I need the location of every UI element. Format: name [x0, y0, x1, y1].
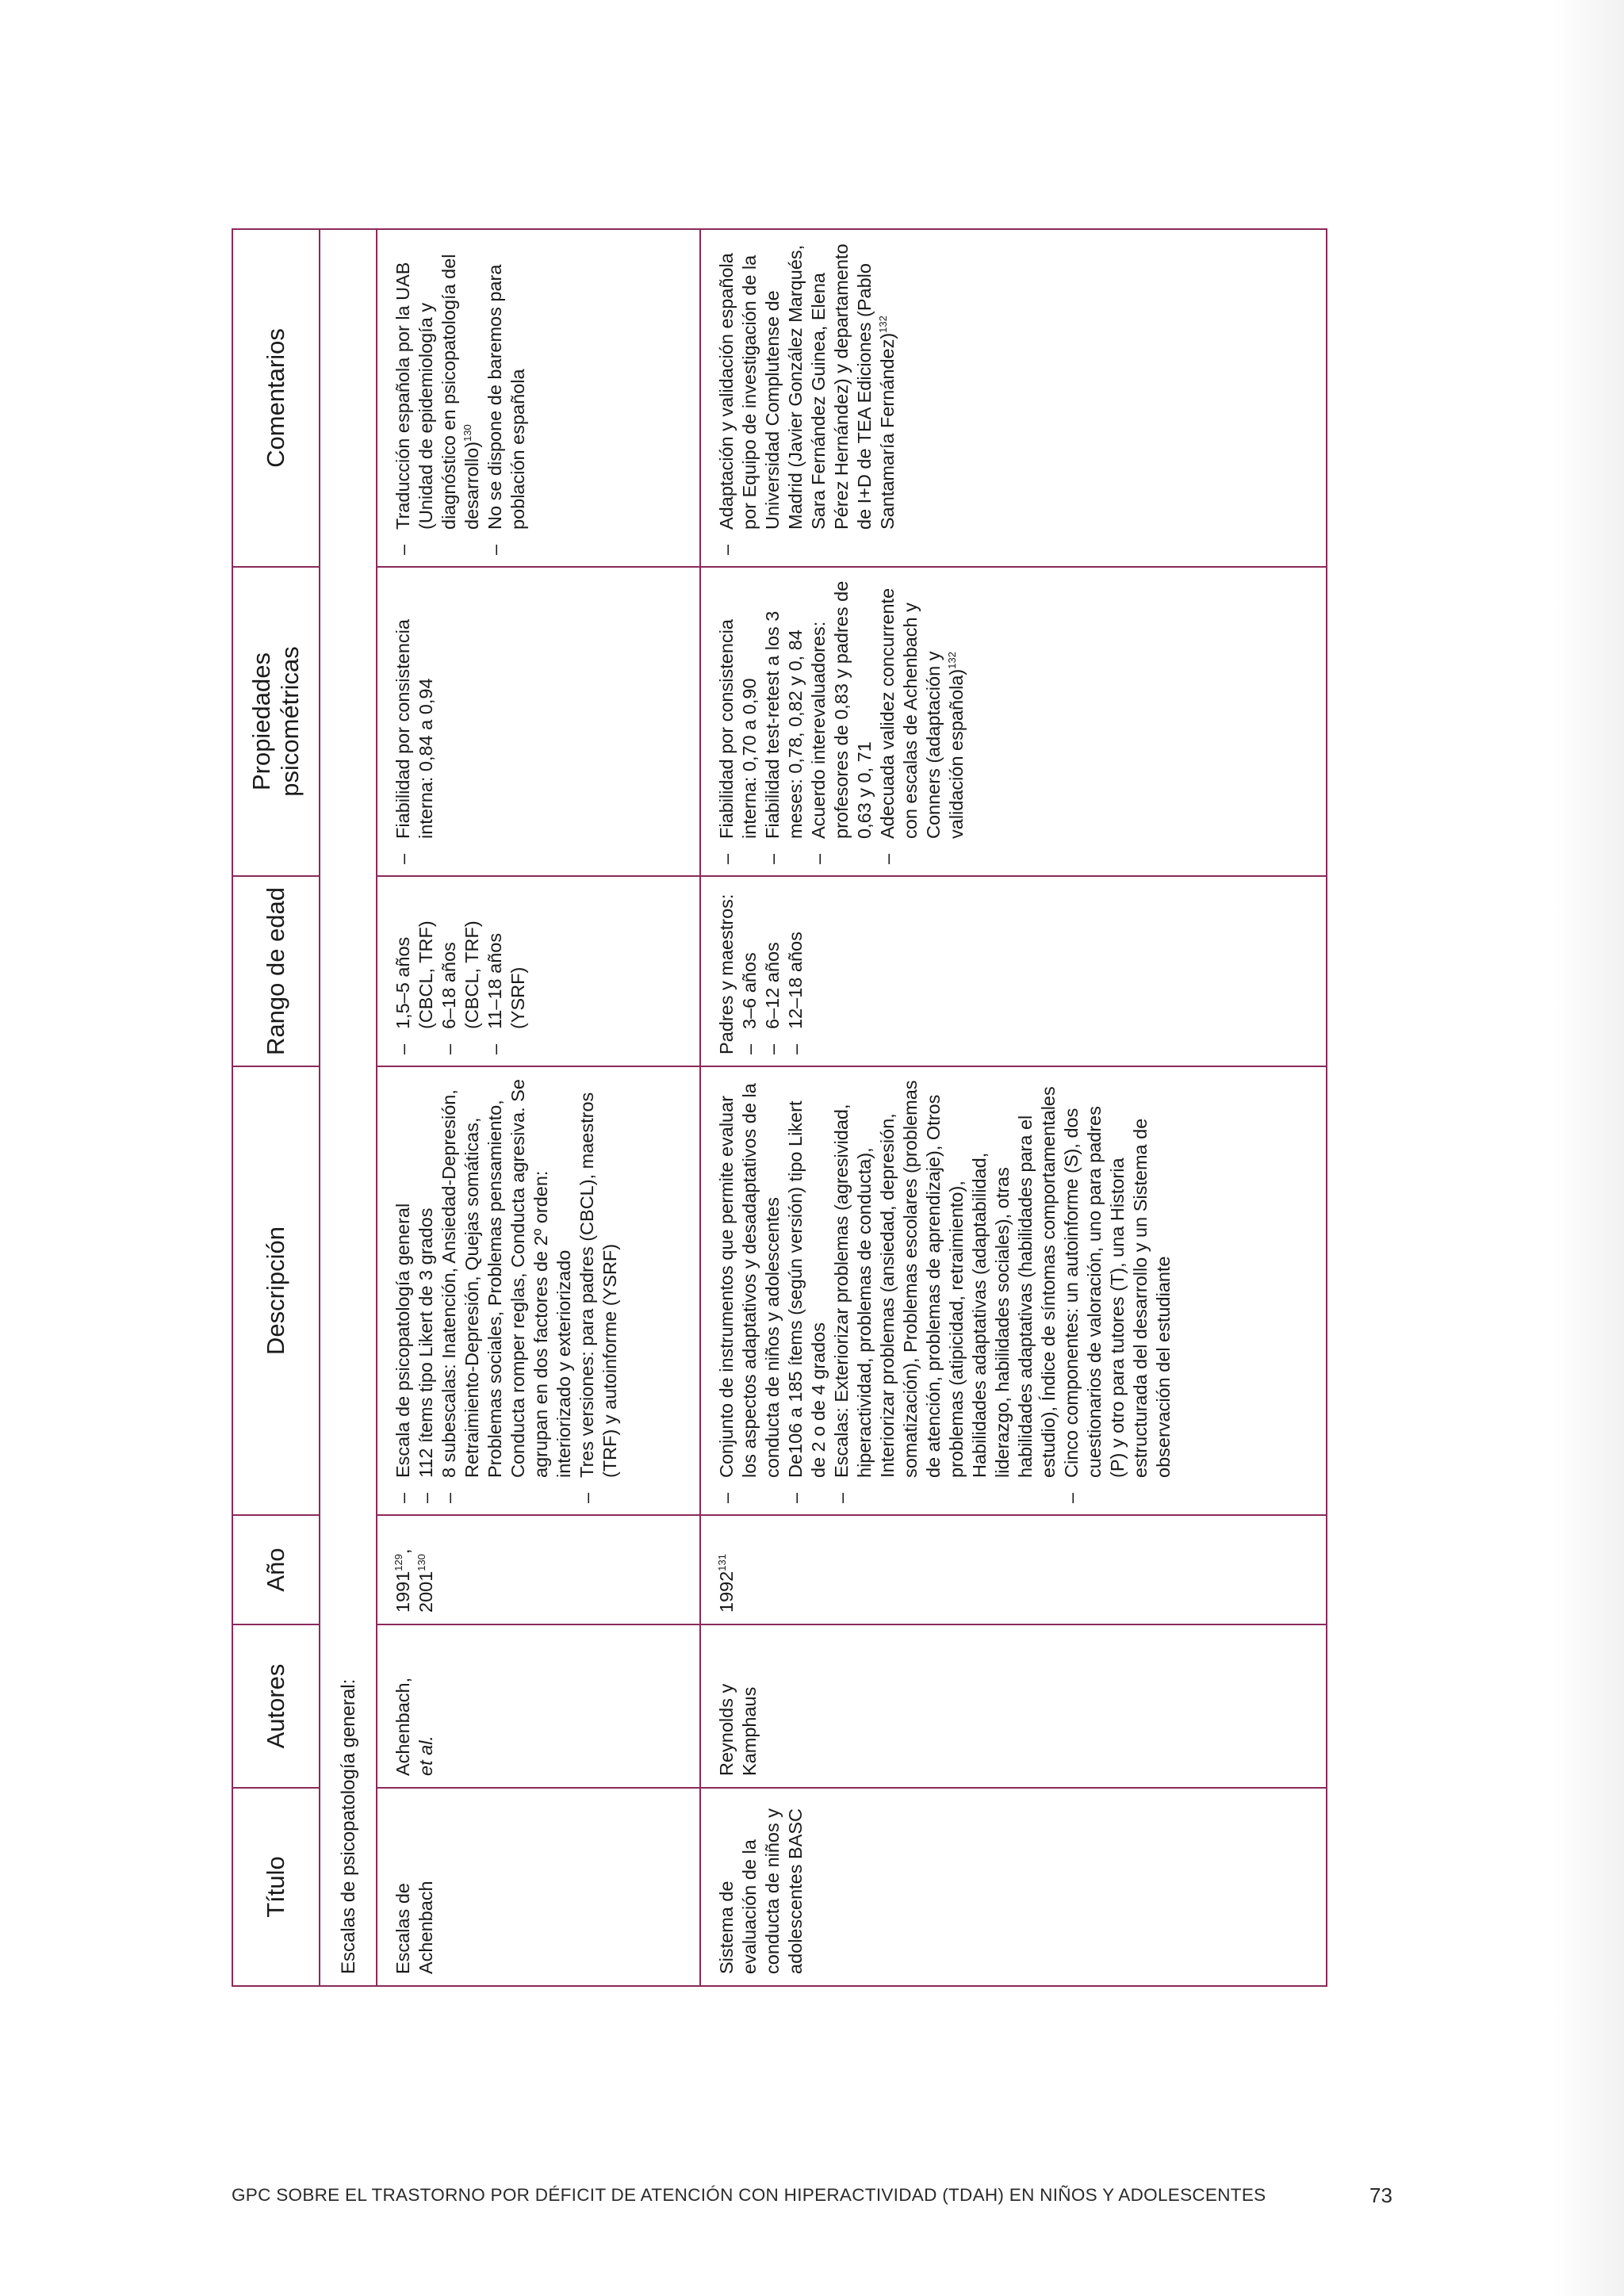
- list-item: [876, 579, 968, 864]
- table-row: [700, 229, 1327, 1986]
- reference-superscript: 132: [877, 316, 890, 333]
- cell-autores: [377, 1624, 700, 1788]
- autores-text: Achenbach,: [393, 1677, 413, 1776]
- list-item: [715, 241, 899, 555]
- cell-autores: Reynolds y Kamphaus: [700, 1624, 1327, 1788]
- list-item: – 3–6 años: [738, 888, 761, 1054]
- autores-et-al: et al.: [416, 1735, 436, 1776]
- list-item: – Escala de psicopatología general: [392, 1078, 415, 1503]
- anio-value: 2001: [416, 1571, 436, 1613]
- section-label: Escalas de psicopatología general:: [320, 229, 377, 1986]
- list-item: – Fiabilidad por consistencia interna: 0,84 a 0,94: [392, 579, 438, 864]
- list-item: – Conjunto de instrumentos que permite evaluar los aspectos adaptativos y desadaptativos de la conducta de niños y adolescentes: [715, 1078, 784, 1503]
- reference-superscript: 131: [716, 1554, 729, 1571]
- page-edge-shadow: [1553, 0, 1624, 2296]
- list-item: [392, 241, 484, 555]
- header-propiedades: Propiedades psicométricas: [232, 567, 320, 876]
- cell-rango: [700, 876, 1327, 1066]
- list-item: – Fiabilidad test-retest a los 3 meses: 0,78, 0,82 y 0, 84: [761, 579, 807, 864]
- list-item: – 6–12 años: [761, 888, 784, 1054]
- cell-descripcion: [377, 1066, 700, 1515]
- cell-propiedades: [700, 567, 1327, 876]
- reference-superscript: 129: [393, 1554, 405, 1571]
- cell-rango: [377, 876, 700, 1066]
- cell-anio: [377, 1515, 700, 1624]
- reference-superscript: 130: [462, 424, 474, 442]
- rango-intro: Padres y maestros:: [716, 894, 737, 1054]
- reference-superscript: 132: [946, 652, 959, 669]
- table-header-row: [232, 229, 320, 1986]
- list-item: – Tres versiones: para padres (CBCL), maestros (TRF) y autoinforme (YSRF): [576, 1078, 622, 1503]
- table-row: [377, 229, 700, 1986]
- cell-anio: [700, 1515, 1327, 1624]
- list-item: – Cinco componentes: un autoinforme (S), dos cuestionarios de valoración, uno para padres (P) y otro para tutores (T), una Historia estructurada del desarrollo y un Sistema de observación del estudiante: [1060, 1078, 1175, 1503]
- list-item: – 6–18 años (CBCL, TRF): [438, 888, 484, 1054]
- header-rango: Rango de edad: [232, 876, 320, 1066]
- anio-value: 1992: [716, 1571, 737, 1613]
- anio-separator: ,: [393, 1548, 413, 1555]
- cell-comentarios: [700, 229, 1327, 567]
- cell-titulo: Sistema de evaluación de la conducta de niños y adolescentes BASC: [700, 1788, 1327, 1986]
- header-descripcion: Descripción: [232, 1066, 320, 1515]
- header-titulo: Título: [232, 1788, 320, 1986]
- anio-value: 1991: [393, 1571, 413, 1613]
- rotated-table-container: [232, 230, 1327, 1987]
- header-autores: Autores: [232, 1624, 320, 1788]
- list-item: – 1,5–5 años (CBCL, TRF): [392, 888, 438, 1054]
- list-item: – Escalas: Exteriorizar problemas (agresividad, hiperactividad, problemas de conducta), Interiorizar problemas (ansiedad, depresión, somatización), Problemas escolares (problemas de atención, problemas de aprendizaje), Otros problemas (atipicidad, retraimiento), Habilidades adaptativas (adaptabilidad, liderazgo, habilidades sociales), otras habilidades adaptativas (habilidades para el estudio), Índice de síntomas comportamentales: [830, 1078, 1060, 1503]
- header-comentarios: Comentarios: [232, 229, 320, 567]
- list-item: – 8 subescalas: Inatención, Ansiedad-Depresión, Retraimiento-Depresión, Quejas somáticas, Problemas sociales, Problemas pensamiento, Conducta romper reglas, Conducta agresiva. Se agrupan en dos factores de 2º orden: interiorizado y exteriorizado: [438, 1078, 576, 1503]
- reference-superscript: 130: [416, 1554, 428, 1571]
- list-item: – De106 a 185 ítems (según versión) tipo Likert de 2 o de 4 grados: [784, 1078, 830, 1503]
- list-item: – 11–18 años (YSRF): [484, 888, 530, 1054]
- header-anio: Año: [232, 1515, 320, 1624]
- page-number: 73: [1369, 2183, 1392, 2207]
- section-row: [320, 229, 377, 1986]
- list-item: – Acuerdo interevaluadores: profesores de 0,83 y padres de 0,63 y 0, 71: [807, 579, 876, 864]
- instruments-table: [232, 228, 1327, 1987]
- cell-descripcion: [700, 1066, 1327, 1515]
- list-item: – No se dispone de baremos para población española: [484, 241, 530, 555]
- cell-comentarios: [377, 229, 700, 567]
- list-item: – 12–18 años: [784, 888, 807, 1054]
- property-text: Adecuada validez concurrente con escalas de Achenbach y Conners (adaptación y validación española): [877, 587, 967, 839]
- comment-text: Adaptación y validación española por Equipo de investigación de la Universidad Complutense de Madrid (Javier González Marqués, Sara Fernández Guinea, Elena Pérez Hernández) y departamento de I+D de TEA Ediciones (Pablo Santamaría Fernández): [716, 243, 898, 530]
- cell-propiedades: [377, 567, 700, 876]
- comment-text: Traducción española por la UAB (Unidad de epidemiología y diagnóstico en psicopatología del desarrollo): [393, 254, 482, 530]
- cell-titulo: Escalas de Achenbach: [377, 1788, 700, 1986]
- running-footer: GPC SOBRE EL TRASTORNO POR DÉFICIT DE ATENCIÓN CON HIPERACTIVIDAD (TDAH) EN NIÑOS Y ADOLESCENTES: [232, 2185, 1266, 2205]
- list-item: – 112 ítems tipo Likert de 3 grados: [415, 1078, 438, 1503]
- list-item: – Fiabilidad por consistencia interna: 0,70 a 0,90: [715, 579, 761, 864]
